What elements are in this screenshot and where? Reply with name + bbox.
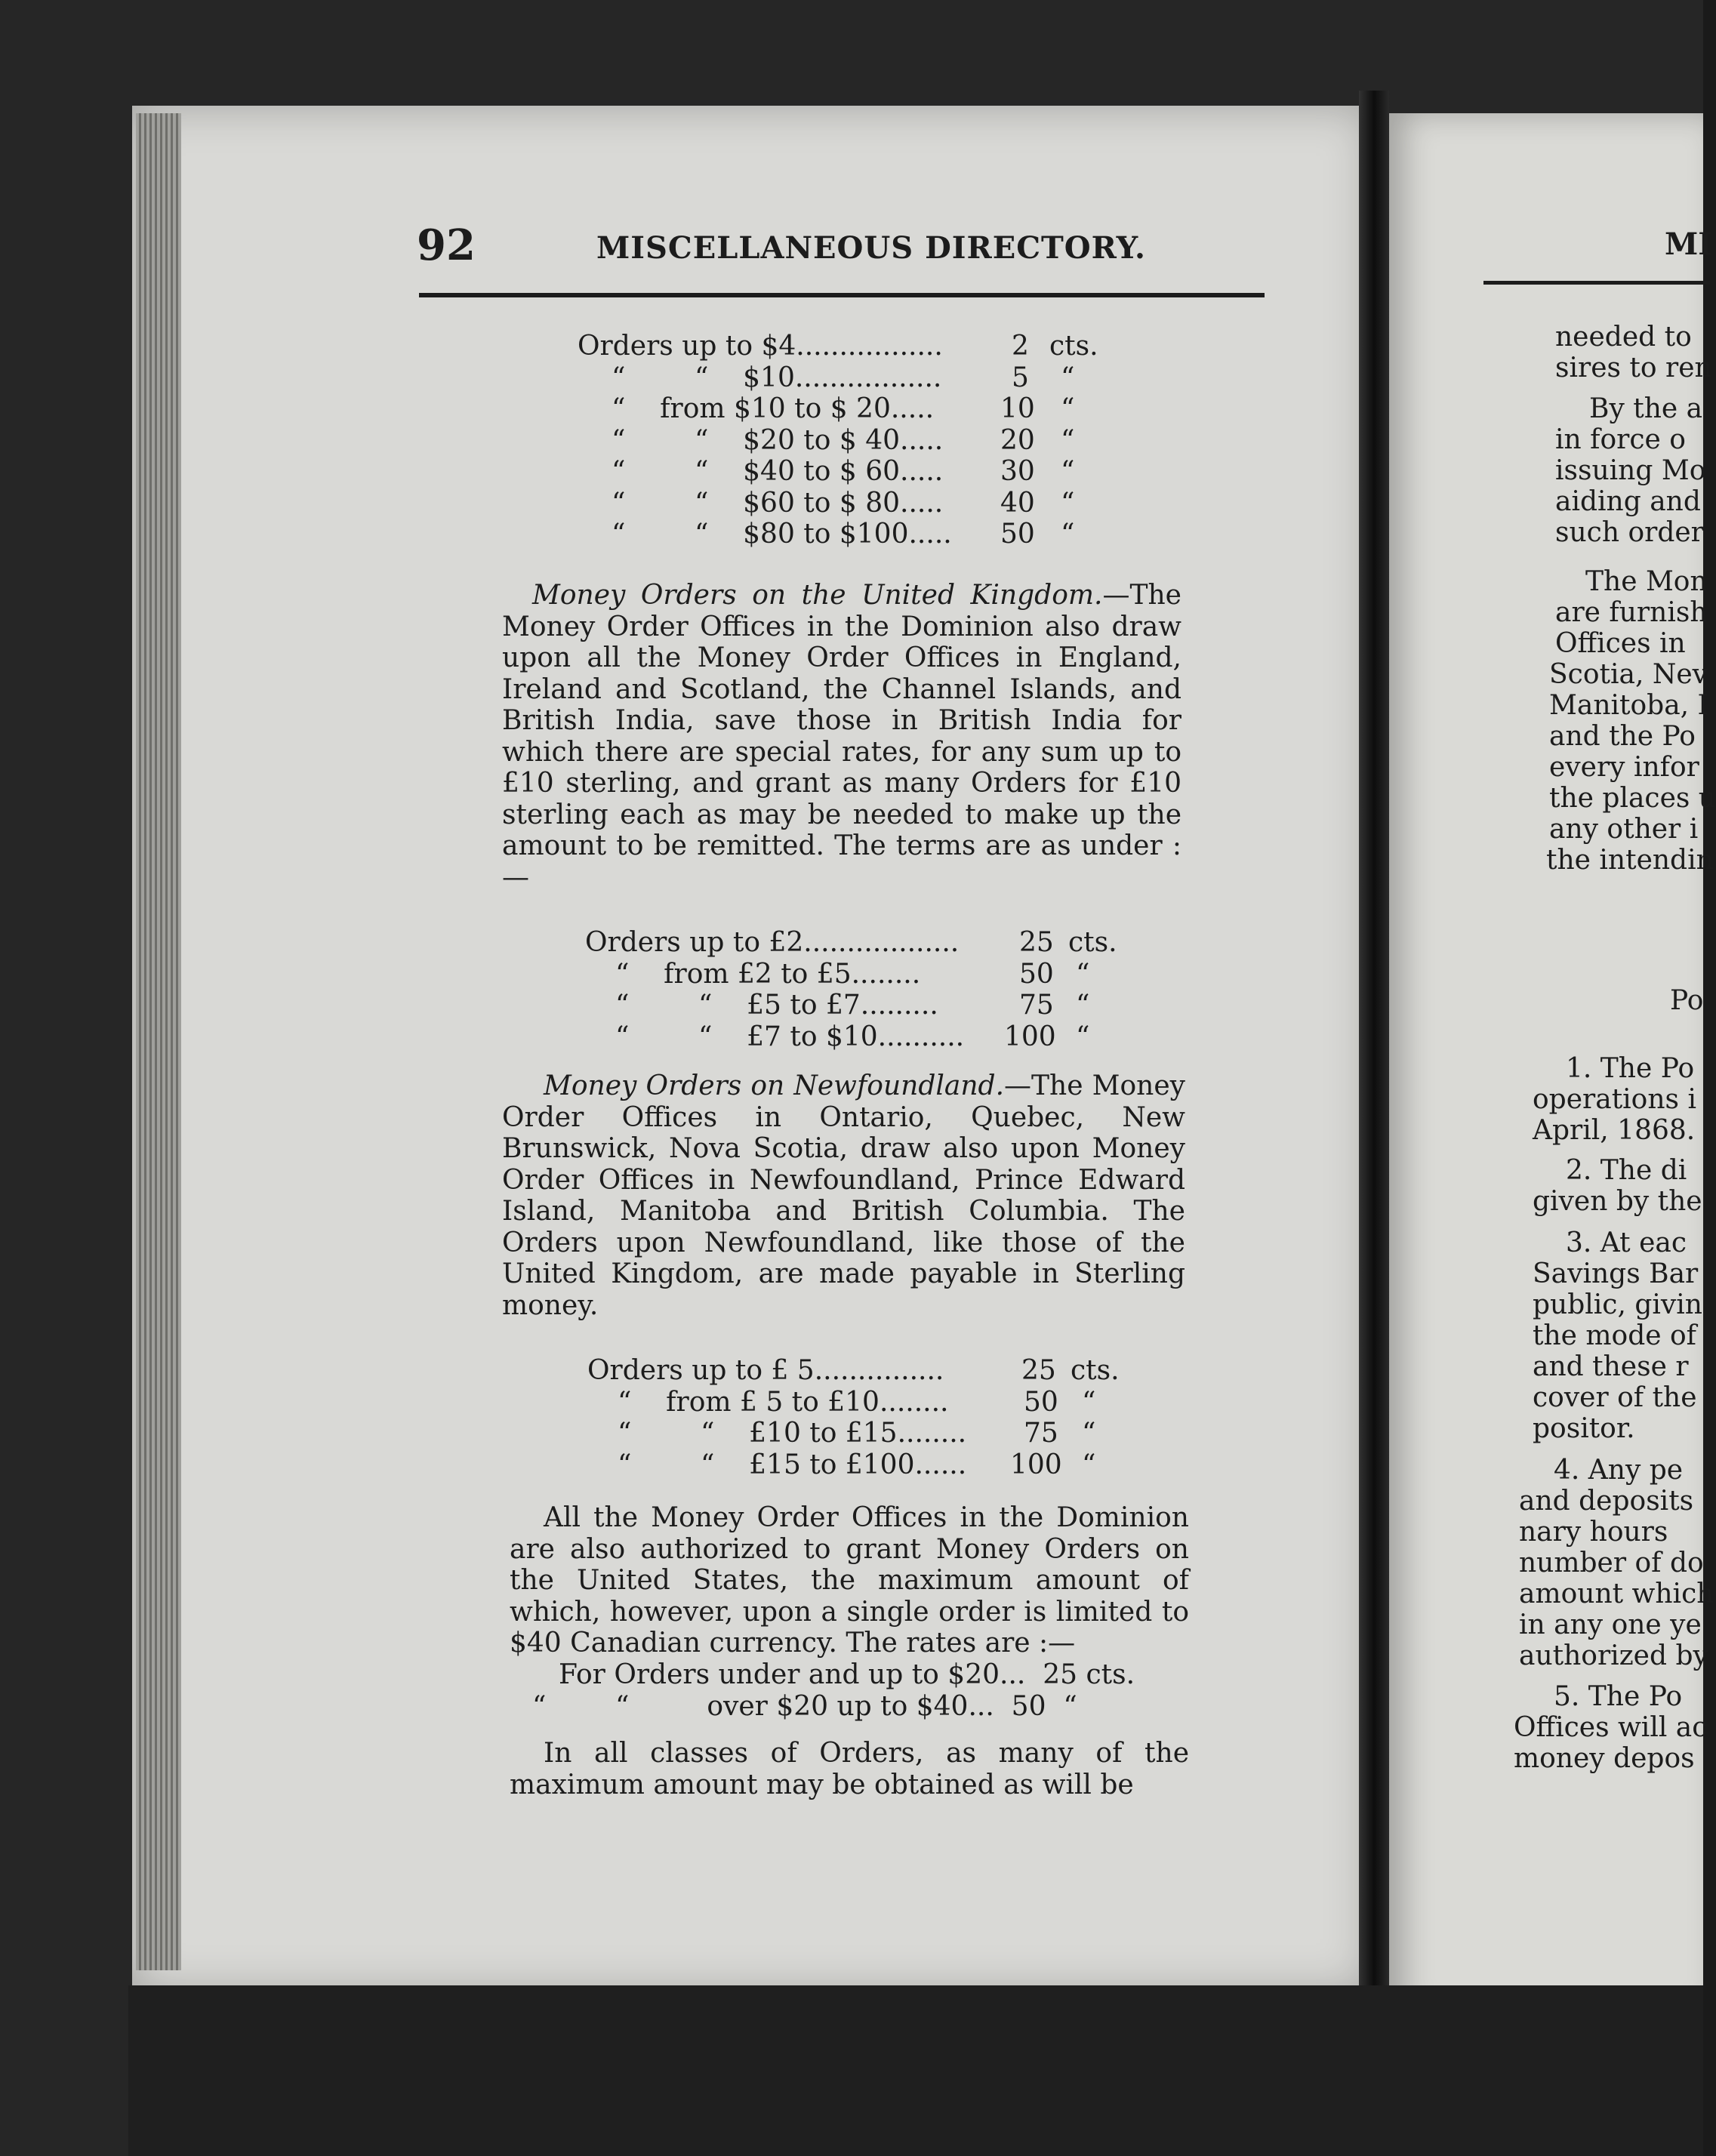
- right-line: Offices in: [1555, 628, 1686, 659]
- right-line: needed to: [1555, 322, 1692, 353]
- right-line: number of do: [1519, 1548, 1704, 1578]
- right-line: positor.: [1533, 1413, 1635, 1444]
- page-edge: [136, 113, 181, 1970]
- right-line: Savings Bar: [1533, 1258, 1699, 1289]
- right-line: Offices will ac: [1514, 1712, 1708, 1743]
- us-rate-row-2: “ “ over $20 up to $40... 50 “: [532, 1691, 1077, 1722]
- page-number: 92: [417, 220, 476, 270]
- right-line: nary hours: [1519, 1517, 1668, 1548]
- book-gutter: [1359, 91, 1389, 2038]
- right-line: issuing Mo: [1555, 455, 1706, 486]
- right-line: in force o: [1555, 424, 1686, 455]
- right-line: such order: [1555, 517, 1704, 548]
- bottom-shadow: [128, 1985, 1703, 2156]
- right-line: sires to ren: [1555, 353, 1712, 383]
- paragraph-all-classes: In all classes of Orders, as many of the maximum amount may be obtained as will be: [510, 1738, 1189, 1800]
- right-line: By the a: [1589, 393, 1703, 424]
- right-header-rule: [1483, 281, 1710, 285]
- paragraph-lead: Money Orders on the United Kingdom.: [532, 580, 1103, 611]
- right-line: public, givin: [1533, 1289, 1702, 1320]
- right-line: given by the: [1533, 1186, 1702, 1217]
- right-line: 5. The Po: [1554, 1681, 1683, 1712]
- right-line: 2. The di: [1566, 1155, 1687, 1186]
- right-line: The Mon: [1585, 566, 1708, 597]
- right-section-head: Po: [1670, 985, 1704, 1016]
- right-line: Scotia, Nev: [1549, 659, 1708, 690]
- right-line: 1. The Po: [1566, 1053, 1695, 1084]
- right-line: 4. Any pe: [1554, 1455, 1684, 1486]
- right-line: aiding and: [1555, 486, 1701, 517]
- right-line: every infor: [1549, 752, 1699, 783]
- paragraph-lead: Money Orders on Newfoundland.: [544, 1070, 1005, 1101]
- right-running-head: MI: [1665, 226, 1712, 262]
- right-line: money depos: [1514, 1743, 1695, 1774]
- right-line: and deposits: [1519, 1486, 1694, 1517]
- right-line: the intendin: [1546, 845, 1714, 876]
- right-line: and the Po: [1549, 721, 1696, 752]
- right-line: the places u: [1549, 783, 1716, 814]
- right-line: the mode of: [1533, 1320, 1697, 1351]
- header-rule: [419, 293, 1265, 297]
- us-rate-row-1: For Orders under and up to $20... 25 cts.: [559, 1659, 1135, 1690]
- paragraph-body: —The Money Order Offices in Ontario, Quebec, New Brunswick, Nova Scotia, draw also upon Money Order Offices in Newfoundland, Prince Edward Island, Manitoba and British Columbia. The Orders upon Newfoundland, like those of the United Kingdom, are made payable in Sterling money.: [502, 1070, 1185, 1321]
- paragraph-united-states: All the Money Order Offices in the Dominion are also authorized to grant Money Orders on the United States, the maximum amount of which, however, upon a single order is limited to $40 Canadian currency. The rates are :—: [510, 1502, 1189, 1659]
- right-line: are furnish: [1555, 597, 1708, 628]
- running-head: MISCELLANEOUS DIRECTORY.: [596, 230, 1146, 266]
- right-line: any other i: [1549, 814, 1699, 845]
- paragraph-united-kingdom: [502, 580, 1181, 893]
- right-line: April, 1868.: [1533, 1115, 1696, 1146]
- right-line: 3. At eac: [1566, 1227, 1687, 1258]
- right-line: and these r: [1533, 1351, 1689, 1382]
- right-line: cover of the: [1533, 1382, 1697, 1413]
- right-line: amount which: [1519, 1578, 1714, 1609]
- paragraph-body: —The Money Order Offices in the Dominion also draw upon all the Money Order Offices in England, Ireland and Scotland, the Channel Islands, and British India, save those in British India for which there are special rates, for any sum up to £10 sterling, and grant as many Orders for £10 sterling each as may be needed to make up the amount to be remitted. The terms are as under :—: [502, 580, 1181, 893]
- right-line: Manitoba, I: [1549, 690, 1708, 721]
- paragraph-newfoundland: [502, 1070, 1185, 1321]
- right-line: authorized by: [1519, 1640, 1708, 1671]
- right-line: in any one ye: [1519, 1609, 1702, 1640]
- right-line: operations i: [1533, 1084, 1696, 1115]
